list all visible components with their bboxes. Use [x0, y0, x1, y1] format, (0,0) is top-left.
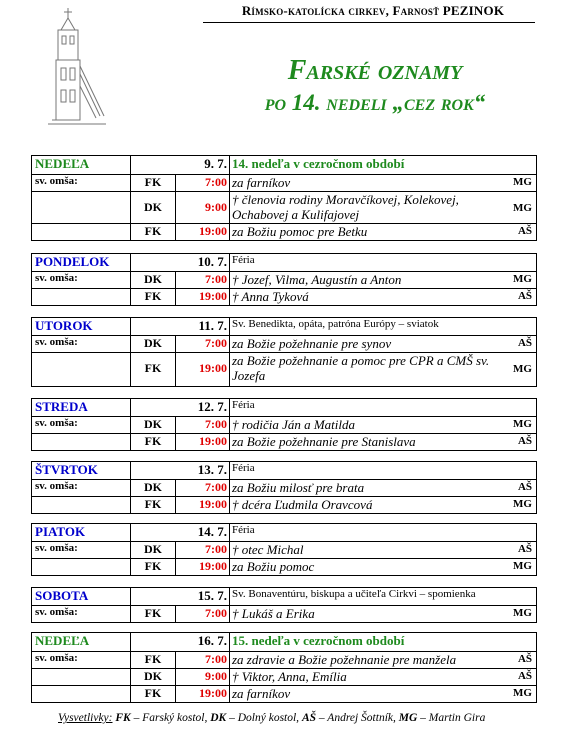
mass-place: FK	[131, 497, 176, 513]
mass-intention: za Božie požehnanie pre Stanislava	[232, 434, 416, 449]
mass-place: FK	[131, 652, 176, 668]
mass-time: 7:00	[176, 417, 230, 433]
mass-row	[32, 335, 536, 352]
legend-as-abbr: AŠ	[301, 712, 317, 724]
mass-intention: za farníkov	[232, 175, 291, 190]
day-name: PIATOK	[32, 524, 131, 541]
mass-priest: MG	[513, 202, 532, 214]
mass-intention: za farníkov	[232, 686, 291, 701]
day-header-row	[32, 524, 536, 541]
mass-priest: MG	[513, 498, 532, 510]
legend-dk-text: – Dolný kostol,	[229, 712, 300, 724]
day-header-row	[32, 588, 536, 605]
day-name: ŠTVRTOK	[32, 462, 131, 479]
mass-intention: † Viktor, Anna, Emília	[232, 669, 347, 684]
mass-intention: za Božie požehnanie pre synov	[232, 336, 392, 351]
mass-time: 19:00	[176, 289, 230, 305]
day-date: 14. 7.	[176, 524, 230, 541]
mass-time: 7:00	[176, 336, 230, 352]
mass-time: 7:00	[176, 175, 230, 191]
day-description: Féria	[232, 462, 255, 474]
mass-time: 9:00	[176, 192, 230, 223]
mass-time: 19:00	[176, 224, 230, 240]
day-name: UTOROK	[32, 318, 131, 335]
mass-label: sv. omša:	[32, 652, 131, 668]
day-name: SOBOTA	[32, 588, 131, 605]
day-description: Féria	[232, 254, 255, 266]
day-block-sunday-16-7	[31, 632, 537, 703]
legend-fk-abbr: FK	[115, 712, 131, 724]
legend-fk-text: – Farský kostol,	[133, 712, 208, 724]
mass-intention: za Božie požehnanie a pomoc pre CPR a CMŠ sv. Jozefa	[232, 353, 490, 383]
mass-priest: MG	[513, 176, 532, 188]
mass-row	[32, 496, 536, 513]
organization-header: Rímsko-katolícka cirkev, Farnosť PEZINOK	[241, 3, 505, 18]
legend-mg-text: – Martin Gira	[420, 712, 486, 724]
mass-place: FK	[131, 606, 176, 622]
day-block-friday	[31, 523, 537, 576]
legend-label: Vysvetlivky:	[58, 712, 113, 724]
day-header-row	[32, 399, 536, 416]
mass-intention: † dcéra Ľudmila Oravcová	[232, 497, 373, 512]
mass-time: 7:00	[176, 272, 230, 288]
mass-priest: MG	[513, 607, 532, 619]
mass-intention: za Božiu pomoc pre Betku	[232, 224, 368, 239]
day-date: 16. 7.	[176, 633, 230, 651]
day-block-thursday	[31, 461, 537, 514]
mass-row	[32, 223, 536, 240]
mass-time: 9:00	[176, 669, 230, 685]
mass-time: 7:00	[176, 480, 230, 496]
mass-place: DK	[131, 192, 176, 223]
day-block-wednesday	[31, 398, 537, 451]
legend	[58, 712, 485, 724]
day-name: STREDA	[32, 399, 131, 416]
day-header-row	[32, 254, 536, 271]
mass-place: DK	[131, 417, 176, 433]
day-description: Sv. Bonaventúru, biskupa a učiteľa Cirkvi – spomienka	[232, 588, 476, 600]
day-description: Sv. Benedikta, opáta, patróna Európy – sviatok	[232, 318, 439, 330]
mass-time: 7:00	[176, 542, 230, 558]
mass-label: sv. omša:	[32, 417, 131, 433]
mass-time: 19:00	[176, 434, 230, 450]
mass-intention: † Lukáš a Erika	[232, 606, 315, 621]
mass-label: sv. omša:	[32, 336, 131, 352]
day-name: PONDELOK	[32, 254, 131, 271]
mass-intention: † rodičia Ján a Matilda	[232, 417, 356, 432]
mass-priest: AŠ	[517, 653, 532, 665]
mass-row	[32, 558, 536, 575]
mass-place: DK	[131, 336, 176, 352]
mass-row	[32, 668, 536, 685]
mass-label: sv. omša:	[32, 542, 131, 558]
day-date: 11. 7.	[176, 318, 230, 335]
day-header-row	[32, 633, 536, 651]
mass-priest: AŠ	[517, 290, 532, 302]
day-block-sunday-9-7	[31, 155, 537, 241]
header-rule	[203, 22, 535, 23]
mass-priest: MG	[513, 560, 532, 572]
mass-label: sv. omša:	[32, 272, 131, 288]
mass-row	[32, 605, 536, 622]
mass-time: 7:00	[176, 606, 230, 622]
day-date: 12. 7.	[176, 399, 230, 416]
mass-place: FK	[131, 434, 176, 450]
mass-place: FK	[131, 559, 176, 575]
day-description: 15. nedeľa v cezročnom období	[232, 633, 405, 648]
mass-place: DK	[131, 669, 176, 685]
mass-place: FK	[131, 686, 176, 702]
mass-row	[32, 352, 536, 386]
page-subtitle: po 14. nedeli „cez rok“	[264, 90, 486, 115]
day-date: 10. 7.	[176, 254, 230, 271]
day-date: 13. 7.	[176, 462, 230, 479]
mass-row	[32, 685, 536, 702]
mass-place: DK	[131, 480, 176, 496]
day-description: Féria	[232, 524, 255, 536]
mass-intention: † členovia rodiny Moravčíkovej, Kolekovej, Ochabovej a Kulifajovej	[232, 192, 459, 222]
mass-row	[32, 191, 536, 223]
page-title: Farské oznamy	[287, 55, 463, 86]
mass-place: DK	[131, 542, 176, 558]
day-date: 9. 7.	[176, 156, 230, 174]
mass-time: 19:00	[176, 497, 230, 513]
day-header-row	[32, 462, 536, 479]
mass-place: DK	[131, 272, 176, 288]
mass-time: 19:00	[176, 353, 230, 386]
day-description: Féria	[232, 399, 255, 411]
mass-priest: AŠ	[517, 435, 532, 447]
mass-time: 19:00	[176, 686, 230, 702]
mass-time: 19:00	[176, 559, 230, 575]
mass-place: FK	[131, 224, 176, 240]
mass-place: FK	[131, 175, 176, 191]
mass-row	[32, 541, 536, 558]
mass-priest: AŠ	[517, 670, 532, 682]
mass-priest: MG	[513, 687, 532, 699]
day-name: NEDEĽA	[32, 156, 131, 174]
day-header-row	[32, 318, 536, 335]
mass-priest: MG	[513, 273, 532, 285]
mass-intention: † Anna Tyková	[232, 289, 309, 304]
mass-row	[32, 174, 536, 191]
day-block-tuesday	[31, 317, 537, 387]
legend-mg-abbr: MG	[398, 712, 418, 724]
day-header-row	[32, 156, 536, 174]
mass-row	[32, 271, 536, 288]
mass-place: FK	[131, 353, 176, 386]
mass-priest: MG	[513, 363, 532, 375]
legend-dk-abbr: DK	[210, 712, 227, 724]
mass-priest: AŠ	[517, 337, 532, 349]
church-tower-icon	[46, 6, 108, 131]
mass-time: 7:00	[176, 652, 230, 668]
mass-priest: MG	[513, 418, 532, 430]
mass-row	[32, 651, 536, 668]
day-name: NEDEĽA	[32, 633, 131, 651]
mass-row	[32, 433, 536, 450]
mass-priest: AŠ	[517, 225, 532, 237]
mass-row	[32, 416, 536, 433]
mass-row	[32, 479, 536, 496]
day-date: 15. 7.	[176, 588, 230, 605]
mass-priest: AŠ	[517, 543, 532, 555]
mass-row	[32, 288, 536, 305]
day-description: 14. nedeľa v cezročnom období	[232, 156, 405, 171]
mass-label: sv. omša:	[32, 480, 131, 496]
mass-intention: † Jozef, Vilma, Augustín a Anton	[232, 272, 402, 287]
day-block-saturday	[31, 587, 537, 623]
mass-intention: † otec Michal	[232, 542, 304, 557]
mass-priest: AŠ	[517, 481, 532, 493]
day-block-monday	[31, 253, 537, 306]
mass-place: FK	[131, 289, 176, 305]
mass-label: sv. omša:	[32, 606, 131, 622]
mass-intention: za zdravie a Božie požehnanie pre manžela	[232, 652, 457, 667]
mass-label: sv. omša:	[32, 175, 131, 191]
mass-intention: za Božiu milosť pre brata	[232, 480, 365, 495]
legend-as-text: – Andrej Šottník,	[318, 712, 396, 724]
mass-intention: za Božiu pomoc	[232, 559, 315, 574]
